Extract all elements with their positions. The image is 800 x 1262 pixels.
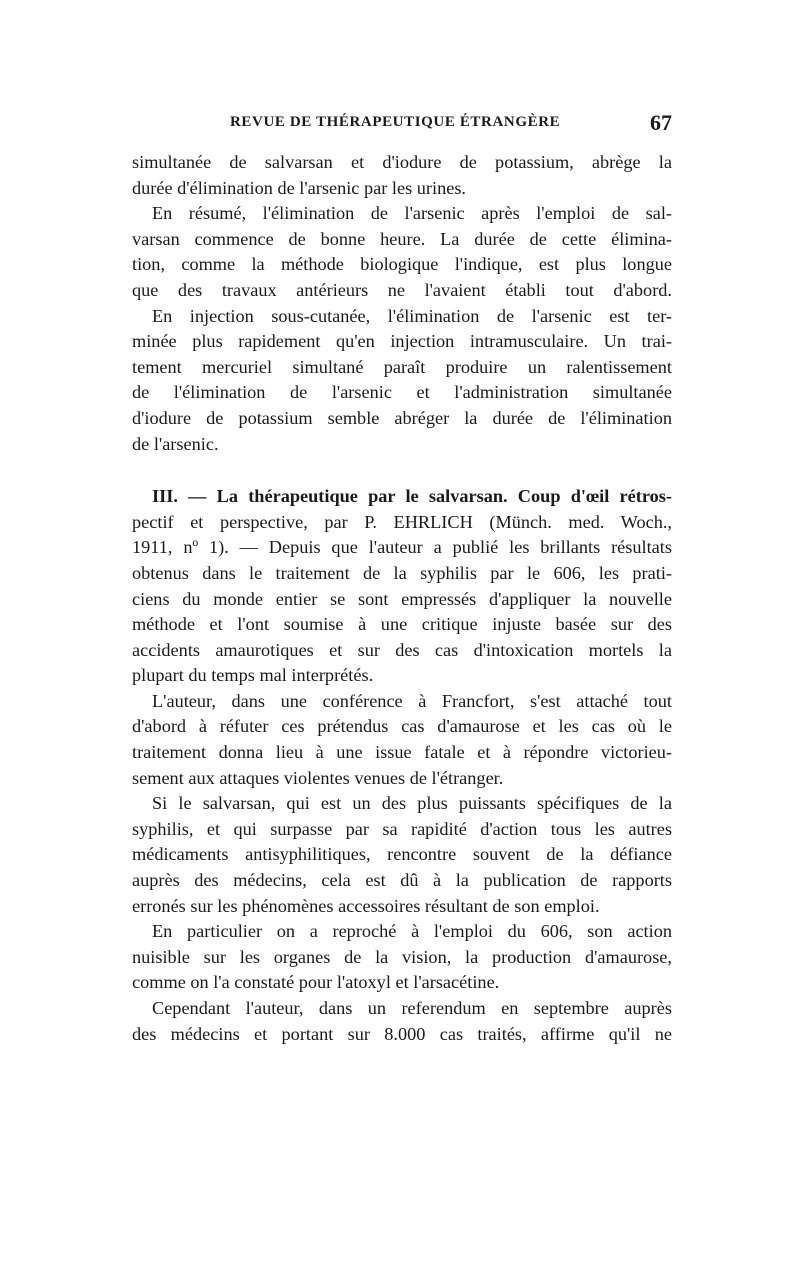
text-line: syphilis, et qui surpasse par sa rapidité d'action tous les autres bbox=[132, 818, 672, 839]
text-line: nuisible sur les organes de la vision, la production d'amaurose, bbox=[132, 946, 672, 967]
paragraph bbox=[132, 996, 672, 1047]
text-line: méthode et l'ont soumise à une critique injuste basée sur des bbox=[132, 614, 672, 635]
text-line: Cependant l'auteur, dans un referendum en septembre auprès bbox=[152, 998, 672, 1018]
text-line: pectif et perspective, par P. EHRLICH (Münch. med. Woch., bbox=[132, 511, 672, 532]
section-heading-line: III. — La thérapeutique par le salvarsan. Coup d'œil rétros- bbox=[152, 486, 672, 507]
text-line: 1911, nº 1). — Depuis que l'auteur a publié les brillants résultats bbox=[132, 537, 672, 558]
page-header bbox=[132, 110, 672, 140]
paragraph bbox=[132, 304, 672, 458]
text-line: de l'élimination de l'arsenic et l'administration simultanée bbox=[132, 382, 672, 403]
paragraph bbox=[132, 919, 672, 996]
text-line: En particulier on a reproché à l'emploi du 606, son action bbox=[152, 921, 672, 942]
text-line: traitement donna lieu à une issue fatale et à répondre victorieu- bbox=[132, 742, 672, 763]
text-line: de l'arsenic. bbox=[132, 433, 219, 454]
text-line: auprès des médecins, cela est dû à la publication de rapports bbox=[132, 870, 672, 891]
text-line: que des travaux antérieurs ne l'avaient établi tout d'abord. bbox=[132, 279, 672, 300]
paragraph bbox=[132, 791, 672, 919]
text-line: médicaments antisyphilitiques, rencontre souvent de la défiance bbox=[132, 844, 672, 865]
running-title: REVUE DE THÉRAPEUTIQUE ÉTRANGÈRE bbox=[230, 114, 561, 130]
text-line: accidents amaurotiques et sur des cas d'intoxication mortels la bbox=[132, 639, 672, 660]
paragraph bbox=[132, 150, 672, 201]
text-line: obtenus dans le traitement de la syphilis par le 606, les prati- bbox=[132, 562, 672, 583]
text-line: sement aux attaques violentes venues de l'étranger. bbox=[132, 767, 504, 788]
paragraph bbox=[132, 201, 672, 303]
section-paragraph bbox=[132, 484, 672, 689]
text-line: durée d'élimination de l'arsenic par les urines. bbox=[132, 177, 467, 198]
text-line: des médecins et portant sur 8.000 cas traités, affirme qu'il ne bbox=[132, 1023, 672, 1044]
text-line: simultanée de salvarsan et d'iodure de potassium, abrège la bbox=[132, 152, 672, 172]
text-line: L'auteur, dans une conférence à Francfort, s'est attaché tout bbox=[152, 690, 672, 711]
text-line: tion, comme la méthode biologique l'indique, est plus longue bbox=[132, 254, 672, 275]
text-line: Si le salvarsan, qui est un des plus puissants spécifiques de la bbox=[152, 793, 672, 814]
text-line: d'abord à réfuter ces prétendus cas d'amaurose et les cas où le bbox=[132, 716, 672, 737]
body-text bbox=[132, 150, 672, 1047]
text-line: ciens du monde entier se sont empressés d'appliquer la nouvelle bbox=[132, 588, 672, 609]
text-line: erronés sur les phénomènes accessoires résultant de son emploi. bbox=[132, 895, 600, 916]
text-line: minée plus rapidement qu'en injection intramusculaire. Un trai- bbox=[132, 331, 672, 352]
text-line: En injection sous-cutanée, l'élimination de l'arsenic est ter- bbox=[152, 305, 672, 326]
text-line: d'iodure de potassium semble abréger la durée de l'élimination bbox=[132, 407, 672, 428]
text-line: varsan commence de bonne heure. La durée de cette élimina- bbox=[132, 228, 672, 249]
text-line: plupart du temps mal interprétés. bbox=[132, 665, 374, 686]
text-line: comme on l'a constaté pour l'atoxyl et l'arsacétine. bbox=[132, 972, 500, 993]
text-line: tement mercuriel simultané paraît produire un ralentissement bbox=[132, 356, 672, 377]
text-line: En résumé, l'élimination de l'arsenic après l'emploi de sal- bbox=[152, 203, 672, 224]
page-number: 67 bbox=[650, 110, 672, 135]
section-gap bbox=[132, 457, 672, 484]
paragraph bbox=[132, 689, 672, 791]
